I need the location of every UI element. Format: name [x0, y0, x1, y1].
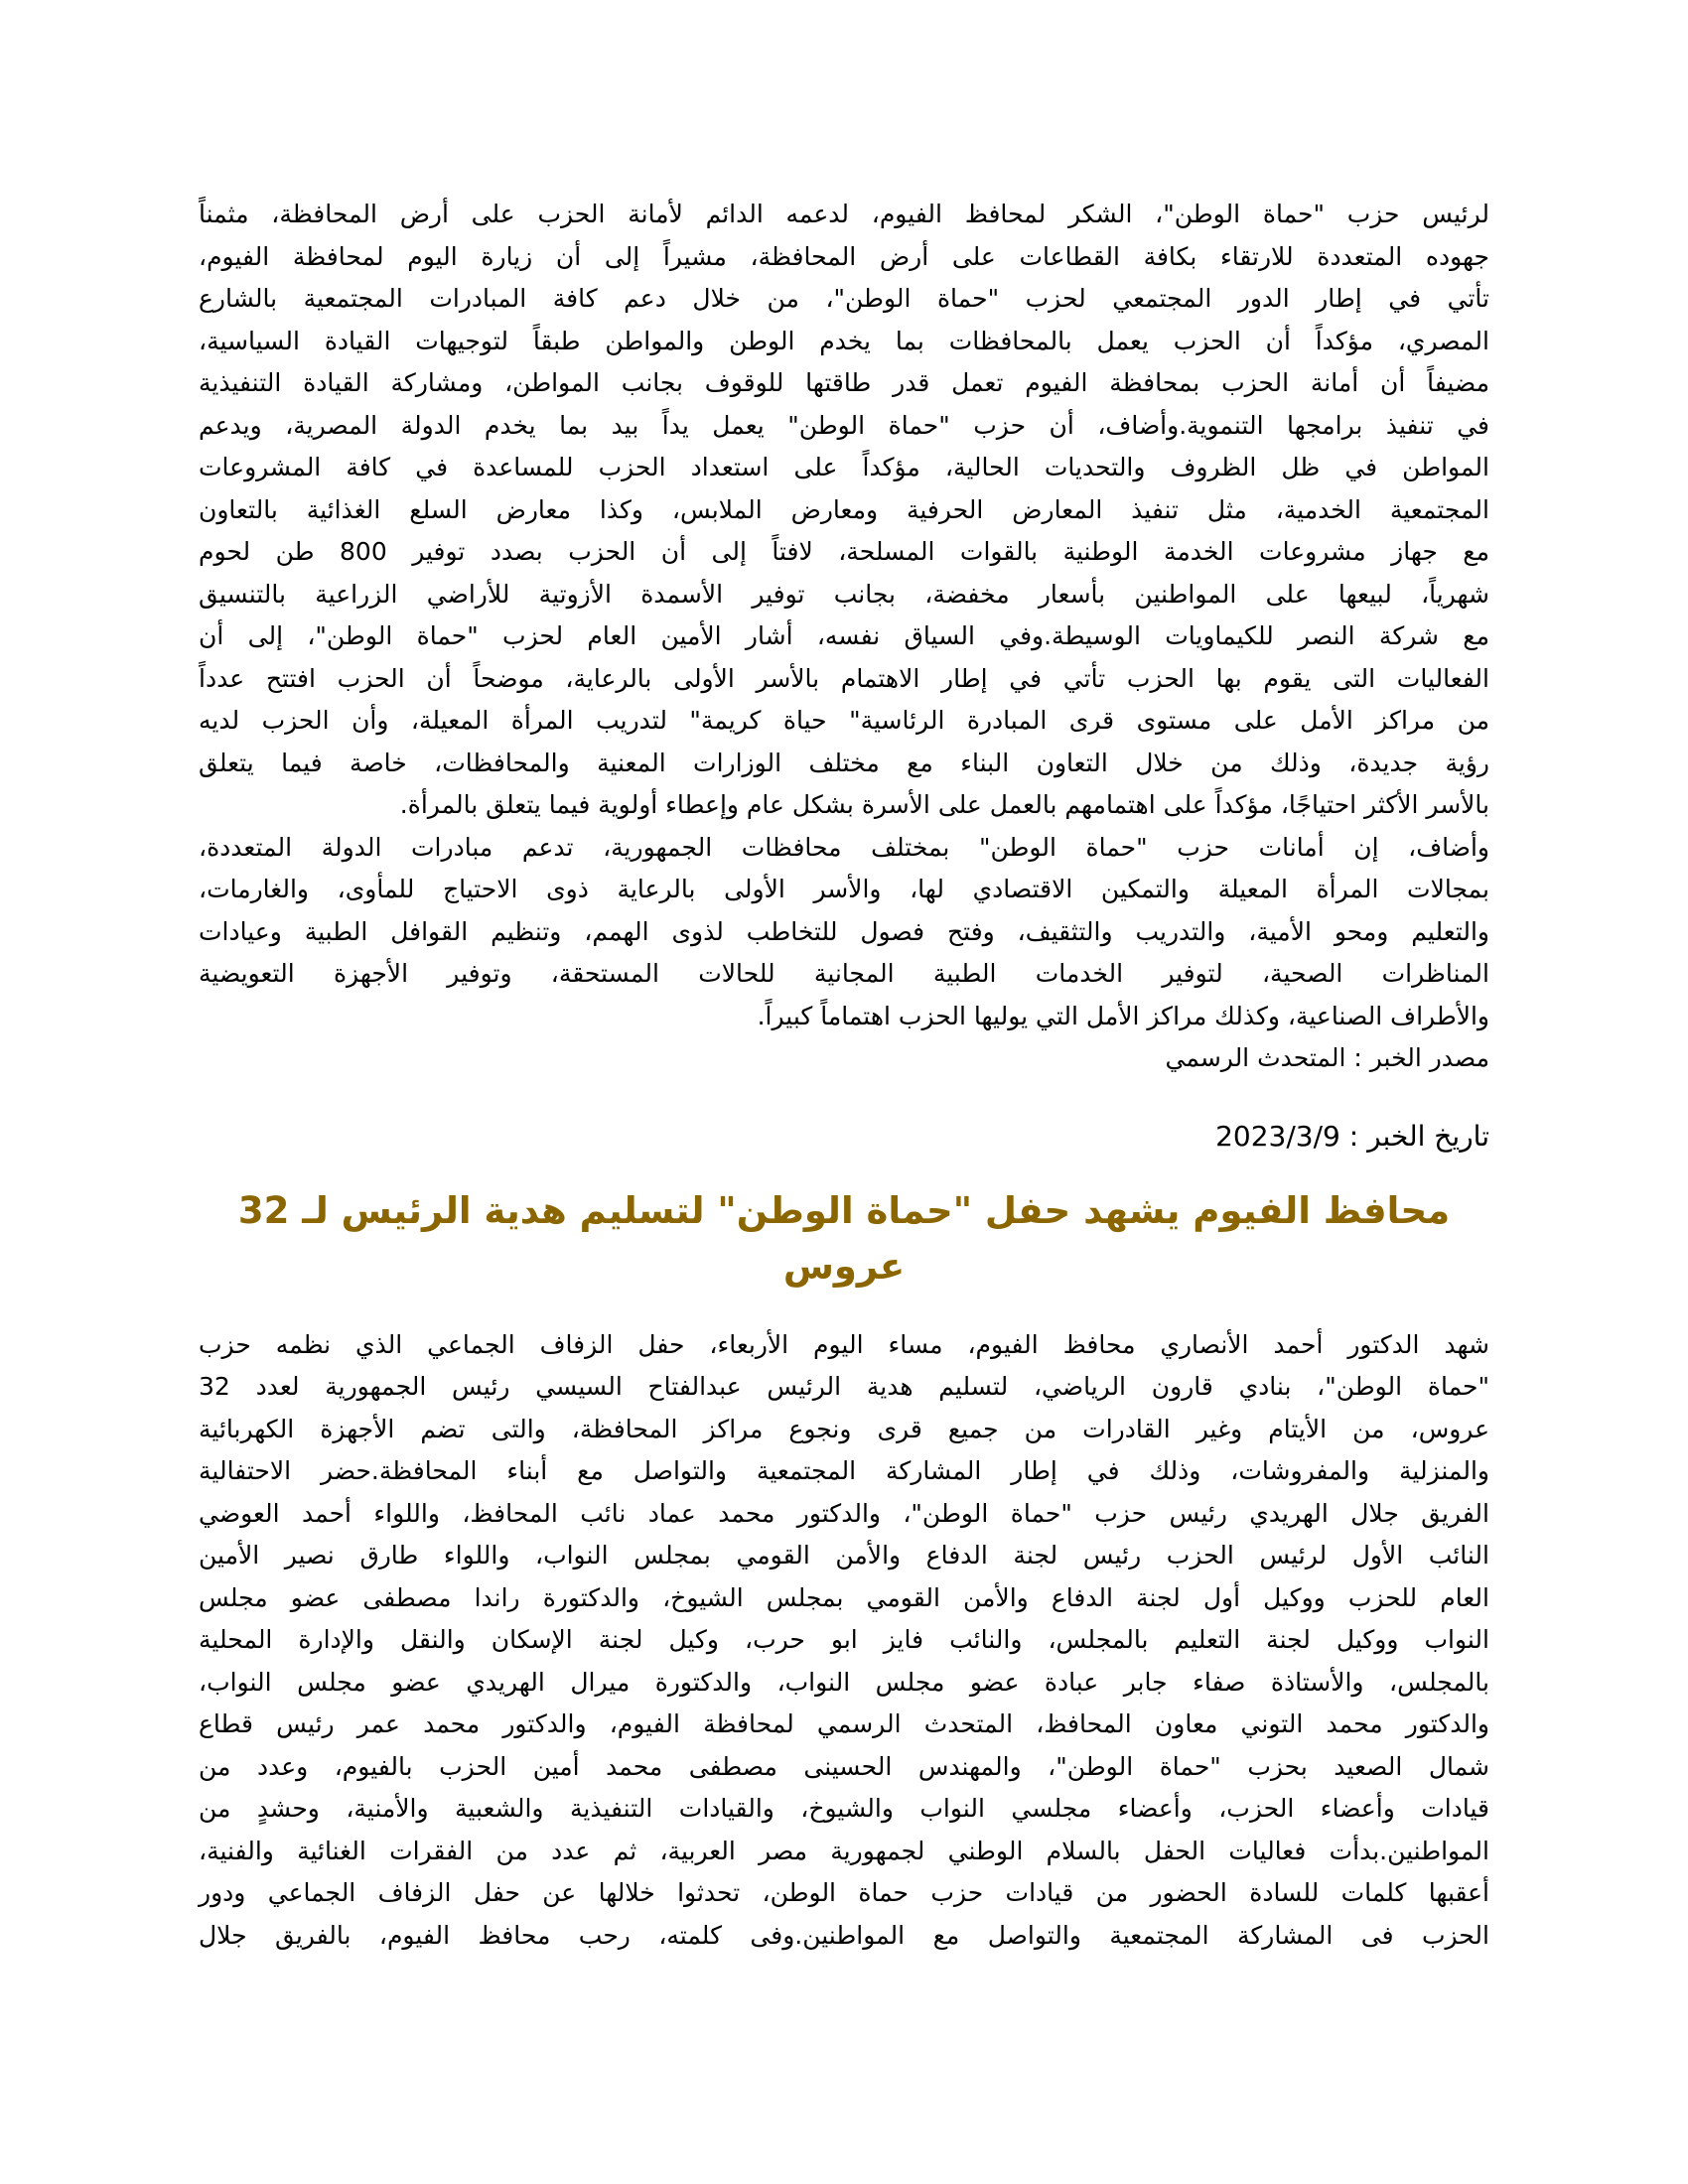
body-line: من مراكز الأمل على مستوى قرى المبادرة الرئاسية" حياة كريمة" لتدريب المرأة المعيلة، وأن الحزب لديه — [199, 706, 1489, 735]
body-line: الفعاليات التى يقوم بها الحزب تأتي في إطار الاهتمام بالأسر الأولى بالرعاية، موضحاً أن الحزب افتتح عدداً — [199, 663, 1489, 693]
article-2-headline: محافظ الفيوم يشهد حفل "حماة الوطن" لتسليم هدية الرئيس لـ 32 عروس — [237, 1188, 1451, 1288]
body-line: المناظرات الصحية، لتوفير الخدمات الطبية المجانية للحالات المستحقة، وتوفير الأجهزة التعويضية — [199, 959, 1489, 988]
body-line: بالأسر الأكثر احتياجًا، مؤكداً على اهتمامهم بالعمل على الأسرة بشكل عام وإعطاء أولوية فيما يتعلق بالمرأة. — [399, 790, 1489, 819]
body-line: المصري، مؤكداً أن الحزب يعمل بالمحافظات بما يخدم الوطن والمواطن طبقاً لتوجيهات القيادة السياسية، — [199, 326, 1489, 355]
body-line: تأتي في إطار الدور المجتمعي لحزب "حماة الوطن"، من خلال دعم كافة المبادرات المجتمعية بالشارع — [199, 284, 1489, 313]
article-1-body — [199, 194, 1489, 1037]
body-line: عروس، من الأيتام وغير القادرات من جميع قرى ونجوع مراكز المحافظة، والتى تضم الأجهزة الكهربائية — [199, 1414, 1489, 1443]
body-line: والأطراف الصناعية، وكذلك مراكز الأمل التي يوليها الحزب اهتماماً كبيراً. — [757, 1001, 1489, 1030]
body-line: العام للحزب ووكيل أول لجنة الدفاع والأمن القومي بمجلس الشيوخ، والدكتورة راندا مصطفى عضو مجلس — [199, 1582, 1489, 1612]
body-line: والدكتور محمد التوني معاون المحافظ، المتحدث الرسمي لمحافظة الفيوم، والدكتور محمد عمر رئيس قطاع — [199, 1709, 1489, 1738]
body-line: لرئيس حزب "حماة الوطن"، الشكر لمحافظ الفيوم، لدعمه الدائم لأمانة الحزب على أرض المحافظة، مثمناً — [199, 200, 1489, 228]
body-line: وأضاف، إن أمانات حزب "حماة الوطن" بمختلف محافظات الجمهورية، تدعم مبادرات الدولة المتعددة، — [199, 832, 1489, 862]
body-line: مع جهاز مشروعات الخدمة الوطنية بالقوات المسلحة، لافتاً إلى أن الحزب بصدد توفير 800 طن لحوم — [199, 537, 1489, 566]
body-line: شهرياً، لبيعها على المواطنين بأسعار مخفضة، بجانب توفير الأسمدة الأزوتية للأراضي الزراعية بالتنسيق — [199, 579, 1489, 609]
body-line: قيادات وأعضاء الحزب، وأعضاء مجلسي النواب والشيوخ، والقيادات التنفيذية والشعبية والأمنية، وحشدٍ من — [199, 1794, 1489, 1823]
body-line: شهد الدكتور أحمد الأنصاري محافظ الفيوم، مساء اليوم الأربعاء، حفل الزفاف الجماعي الذي نظمه حزب — [199, 1329, 1489, 1359]
body-line: مضيفاً أن أمانة الحزب بمحافظة الفيوم تعمل قدر طاقتها للوقوف بجانب المواطن، ومشاركة القيادة التنفيذية — [199, 368, 1489, 397]
body-line: المواطنين.بدأت فعاليات الحفل بالسلام الوطني لجمهورية مصر العربية، ثم عدد من الفقرات الغنائية والفنية، — [199, 1836, 1489, 1865]
article-2-body — [199, 1324, 1489, 1958]
news-date: تاريخ الخبر : 2023/3/9 — [1215, 1119, 1489, 1153]
body-line: والمنزلية والمفروشات، وذلك في إطار المشاركة المجتمعية والتواصل مع أبناء المحافظة.حضر الاحتفالية — [199, 1456, 1489, 1485]
body-line: أعقبها كلمات للسادة الحضور من قيادات حزب حماة الوطن، تحدثوا خلالها عن حفل الزفاف الجماعي ودور — [199, 1878, 1489, 1907]
body-line: والتعليم ومحو الأمية، والتدريب والتثقيف، وفتح فصول للتخاطب لذوى الهمم، وتنظيم القوافل الطبية وعيادات — [199, 916, 1489, 946]
body-line: جهوده المتعددة للارتقاء بكافة القطاعات على أرض المحافظة، مشيراً إلى أن زيارة اليوم لمحافظة الفيوم، — [199, 241, 1489, 271]
body-line: شمال الصعيد بحزب "حماة الوطن"، والمهندس الحسينى مصطفى محمد أمين الحزب بالفيوم، وعدد من — [199, 1751, 1489, 1781]
body-line: النواب ووكيل لجنة التعليم بالمجلس، والنائب فايز ابو حرب، وكيل لجنة الإسكان والنقل والإدارة المحلية — [199, 1625, 1489, 1654]
body-line: النائب الأول لرئيس الحزب رئيس لجنة الدفاع والأمن القومي بمجلس النواب، واللواء طارق نصير الأمين — [199, 1541, 1489, 1570]
body-line: بالمجلس، والأستاذة صفاء جابر عبادة عضو مجلس النواب، والدكتورة ميرال الهريدي عضو مجلس النواب، — [199, 1667, 1489, 1697]
body-line: بمجالات المرأة المعيلة والتمكين الاقتصادي لها، والأسر الأولى بالرعاية ذوى الاحتياج للمأوى، والغارمات، — [199, 875, 1489, 903]
body-line: "حماة الوطن"، بنادي قارون الرياضي، لتسليم هدية الرئيس عبدالفتاح السيسي رئيس الجمهورية لعدد 32 — [199, 1372, 1489, 1401]
body-line: في تنفيذ برامجها التنموية.وأضاف، أن حزب "حماة الوطن" يعمل يداً بيد بما يخدم الدولة المصرية، ويدعم — [199, 410, 1489, 440]
body-line: المجتمعية الخدمية، مثل تنفيذ المعارض الحرفية ومعارض الملابس، وكذا معارض السلع الغذائية بالتعاون — [199, 494, 1489, 524]
document-page — [199, 194, 1489, 1957]
body-line: الحزب فى المشاركة المجتمعية والتواصل مع المواطنين.وفى كلمته، رحب محافظ الفيوم، بالفريق جلال — [199, 1920, 1489, 1950]
body-line: مع شركة النصر للكيماويات الوسيطة.وفي السياق نفسه، أشار الأمين العام لحزب "حماة الوطن"، إلى أن — [199, 621, 1489, 650]
body-line: الفريق جلال الهريدي رئيس حزب "حماة الوطن"، والدكتور محمد عماد نائب المحافظ، واللواء أحمد العوضي — [199, 1498, 1489, 1528]
body-line: رؤية جديدة، وذلك من خلال التعاون البناء مع مختلف الوزارات المعنية والمحافظات، خاصة فيما يتعلق — [199, 748, 1489, 777]
body-line: المواطن في ظل الظروف والتحديات الحالية، مؤكداً على استعداد الحزب للمساعدة في كافة المشروعات — [199, 453, 1489, 481]
news-source: مصدر الخبر : المتحدث الرسمي — [1165, 1043, 1489, 1072]
